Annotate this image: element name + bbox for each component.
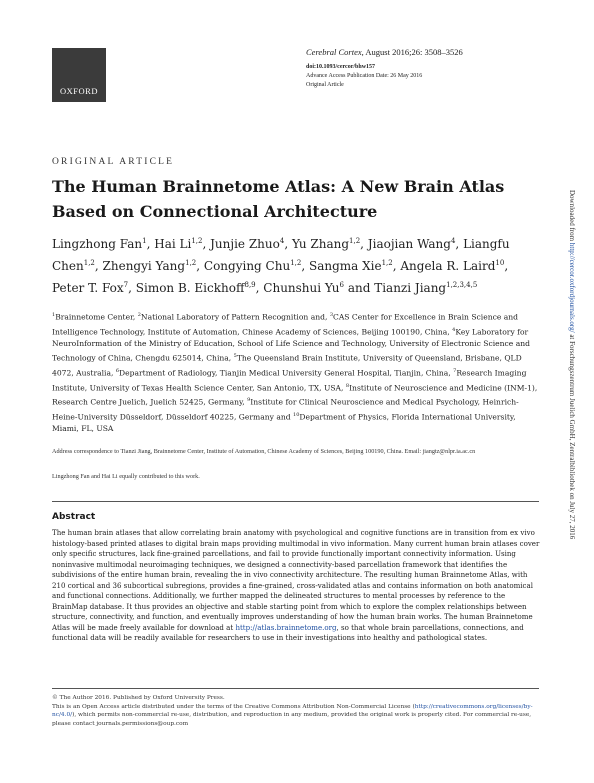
affiliation-number: 5	[233, 353, 237, 360]
author-name: Liangfu Chen	[52, 237, 510, 273]
section-divider	[52, 501, 539, 502]
author-name: Sangma Xie	[308, 259, 382, 273]
abstract-body	[52, 528, 542, 644]
side-note-prefix: Downloaded from	[568, 190, 576, 243]
author-name: Zhengyi Yang	[102, 259, 186, 273]
affiliation-text: Key Laboratory for NeuroInformation of the Ministry of Education, School of Life Science and Technology, University of Electronic Science and Technology of China, Chengdu 625014, China,	[52, 327, 530, 363]
affiliation-number: 2	[137, 312, 141, 318]
doi[interactable]: doi:10.1093/cercor/bhw157	[306, 64, 376, 70]
abstract-heading: Abstract	[52, 512, 96, 522]
journal-issue: , August 2016;26: 3508–3526	[361, 47, 463, 57]
atlas-link[interactable]: http://atlas.brainnetome.org	[235, 622, 337, 632]
abstract-text: The human brain atlases that allow correlating brain anatomy with psychological and cognitive functions are in transition from ex vivo histology-based printed atlases to digital brain maps providing multimodal in vivo information. Many current human brain atlases cover only specific structures, lack fine-grained parcellations, and fail to provide functionally important connectivity information. Using noninvasive multimodal neuroimaging techniques, we designed a connectivity-based parcellation framework that identifies the subdivisions of the entire human brain, revealing the in vivo connectivity architecture. The resulting human Brainnetome Atlas, with 210 cortical and 36 subcortical subregions, provides a fine-grained, cross-validated atlas and contains information on both anatomical and functional connections. Additionally, we further mapped the delineated structures to mental processes by reference to the BrainMap database. It thus provides an objective and stable starting point from which to explore the complex relationships between structure, connectivity, and function, and eventually improves understanding of how the human brain works. The human Brainnetome Atlas will be made freely available for download at	[52, 528, 540, 632]
footer-divider	[52, 688, 539, 689]
license-text-start: This is an Open Access article distributed under the terms of the Creative Commons Attribution Non-Commercial License (	[52, 703, 415, 710]
logo-text: OXFORD	[60, 86, 98, 96]
abstract-text-end: , so that whole brain parcellations, connections, and functional data will be readily available for researchers to use in their investigations into healthy and pathological states.	[52, 622, 524, 642]
author-name: Tianzi Jiang	[374, 281, 447, 295]
affiliation-text: Department of Physics, Florida International University, Miami, FL, USA	[52, 412, 516, 434]
author-affiliation-marker: 1,2	[83, 259, 95, 267]
article-type-small: Original Article	[306, 82, 344, 88]
author-name: Lingzhong Fan	[52, 237, 143, 251]
author-name: Peter T. Fox	[52, 281, 124, 295]
paper-title: The Human Brainnetome Atlas: A New Brain Atlas Based on Connectional Architecture	[52, 177, 505, 221]
download-side-note	[568, 190, 576, 539]
side-note-suffix: at Forschungszentrum Juelich GmbH, Zentralbibliothek on July 27, 2016	[568, 332, 576, 540]
affiliation-number: 7	[453, 367, 457, 374]
author-name: Jiaojian Wang	[367, 237, 451, 251]
affiliation-number: 1	[52, 312, 56, 318]
affiliation-number: 3	[329, 312, 334, 318]
equal-contribution-note: Lingzhong Fan and Hai Li equally contributed to this work.	[52, 473, 200, 480]
affiliation-text: The Queensland Brain Institute, University of Queensland, Brisbane, QLD 4072, Australia,	[52, 353, 522, 378]
author-affiliation-marker: 4	[279, 237, 285, 245]
side-note-link[interactable]: http://cercor.oxfordjournals.org/	[568, 242, 576, 333]
affiliation-text: CAS Center for Excellence in Brain Science and Intelligence Technology, Institute of Automation, Chinese Academy of Sciences, Beijing 100190, China,	[52, 312, 519, 337]
journal-citation	[306, 47, 546, 57]
author-list: Lingzhong Fan$^1$, Hai Li$^{1,2}$, Junjie Zhuo$^4$, Yu Zhang$^{1,2}$, Jiaojian Wang$^4$, Liangfu Chen$^{1,2}$, Zhengyi Yang$^{1,2}$, Congying Chu$^{1,2}$, Sangma Xie$^{1,2}$, Angela R. Laird$^{10}$, Peter T. Fox$^7$, Simon B. Eickhoff$^{8,9}$, Chunshui Yu$^6$ and Tianzi Jiang$^{1,2,3,4,5}$	[52, 237, 510, 295]
affiliation-number: 10	[293, 411, 300, 418]
author-name: Junjie Zhuo	[210, 237, 280, 251]
author-affiliation-marker: 8,9	[244, 281, 256, 289]
author-affiliation-marker: 1,2	[290, 259, 302, 267]
affiliation-text: National Laboratory of Pattern Recognition and,	[140, 312, 330, 322]
affiliation-number: 8	[345, 382, 350, 389]
license-footer	[52, 694, 542, 729]
license-link[interactable]: http://creativecommons.org/licenses/by-nc/4.0/	[52, 703, 533, 719]
journal-name: Cerebral Cortex	[306, 47, 362, 57]
affiliation-text: Department of Radiology, Tianjin Medical University General Hospital, Tianjin, China,	[119, 368, 454, 378]
author-affiliation-marker: 4	[450, 237, 456, 245]
journal-header	[306, 47, 546, 90]
author-name: Yu Zhang	[291, 237, 350, 251]
affiliation-text: Institute of Neuroscience and Medicine (INM-1), Research Centre Juelich, Juelich 52425, Germany,	[52, 383, 538, 407]
author-name: Congying Chu	[203, 259, 291, 273]
affiliation-text: Institute for Clinical Neuroscience and Medical Psychology, Heinrich-Heine-University Düsseldorf, Düsseldorf 40225, Germany and	[52, 397, 519, 422]
license-text-end: ), which permits non-commercial re-use, distribution, and reproduction in any medium, provided the original work is properly cited. For commercial re-use, please contact journals.permissions@oup.com	[52, 712, 532, 728]
correspondence: Address correspondence to Tianzi Jiang, Brainnetome Center, Institute of Automation, Chinese Academy of Sciences, Beijing 100190, China. Email: jiangtz@nlpr.ia.ac.cn	[52, 448, 476, 455]
author-name: Chunshui Yu	[263, 281, 340, 295]
author-affiliation-marker: 1,2,3,4,5	[446, 281, 478, 289]
affiliations	[52, 309, 539, 436]
affiliation-number: 6	[115, 367, 120, 374]
author-name: Simon B. Eickhoff	[135, 281, 245, 295]
author-affiliation-marker: 1,2	[191, 237, 203, 245]
author-name: Hai Li	[154, 237, 192, 251]
author-affiliation-marker: 6	[339, 281, 344, 289]
advance-access-date: Advance Access Publication Date: 26 May 2016	[306, 73, 423, 79]
affiliation-text: Research Imaging Institute, University of Texas Health Science Center, San Antonio, TX, USA,	[52, 368, 527, 393]
author-affiliation-marker: 10	[495, 259, 505, 267]
author-affiliation-marker: 1,2	[349, 237, 361, 245]
affiliation-text: Brainnetome Center,	[55, 312, 138, 322]
author-affiliation-marker: 1,2	[381, 259, 393, 267]
author-affiliation-marker: 1,2	[185, 259, 197, 267]
oxford-logo	[52, 48, 106, 102]
affiliation-number: 9	[247, 397, 251, 404]
license-text	[52, 703, 542, 729]
copyright-line: © The Author 2016. Published by Oxford University Press.	[52, 695, 225, 701]
author-name: Angela R. Laird	[400, 259, 496, 273]
article-type-label: ORIGINAL ARTICLE	[52, 157, 175, 167]
author-affiliation-marker: 7	[123, 281, 129, 289]
affiliation-number: 4	[452, 326, 456, 333]
author-affiliation-marker: 1	[142, 237, 147, 245]
